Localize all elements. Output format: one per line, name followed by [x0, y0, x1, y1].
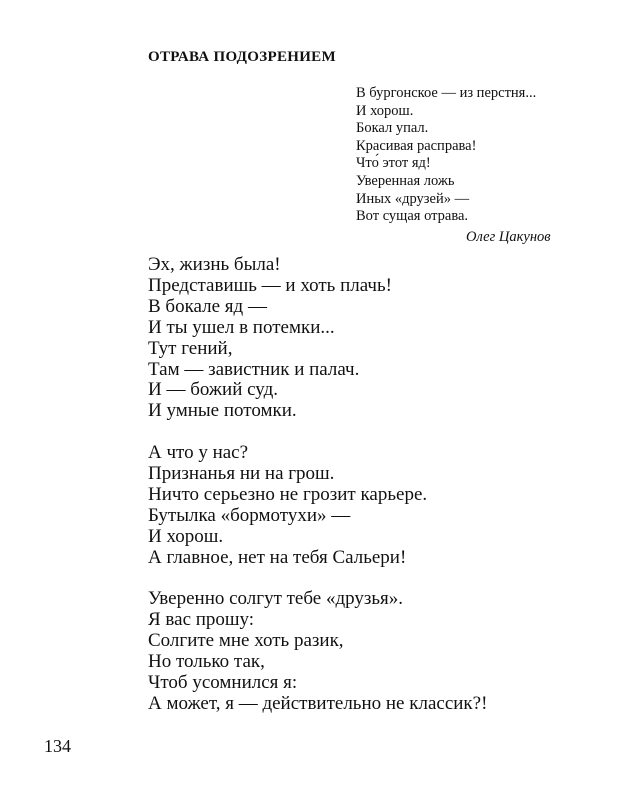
poem-line: Представишь — и хоть плачь! — [148, 274, 392, 296]
poem-line: Тут гений, — [148, 337, 233, 359]
poem-line: А главное, нет на тебя Сальери! — [148, 546, 407, 568]
poem-line: В бокале яд — — [148, 295, 267, 317]
poem-line: Чтоб усомнился я: — [148, 672, 298, 694]
stanza-2 — [148, 443, 487, 568]
poem-line: Эх, жизнь была! — [148, 254, 281, 275]
poem-line: Я вас прошу: — [148, 609, 255, 631]
stanza-1 — [148, 255, 487, 422]
epigraph-line: Иных «друзей» — — [356, 190, 470, 207]
poem-line: Но только так, — [148, 651, 265, 673]
epigraph-line: Красивая расправа! — [356, 137, 477, 154]
poem-body — [148, 255, 487, 715]
poem-line: Там — завистник и палач. — [148, 358, 360, 380]
stanza-3 — [148, 589, 487, 714]
epigraph-line: В бургонское — из перстня... — [356, 85, 537, 101]
poem-line: И умные потомки. — [148, 400, 297, 422]
poem-line: Уверенно солгут тебе «друзья». — [148, 588, 404, 610]
poem-line: Ничто серьезно не грозит карьере. — [148, 483, 428, 505]
poem-line: И хорош. — [148, 525, 224, 547]
poem-line: А может, я — действительно не классик?! — [148, 693, 488, 714]
page-number: 134 — [44, 736, 71, 756]
poem-line: Солгите мне хоть разик, — [148, 630, 344, 652]
epigraph-line: Уверенная ложь — [356, 172, 455, 189]
epigraph-line: Бокал упал. — [356, 120, 429, 137]
poem-line: А что у нас? — [148, 442, 249, 464]
poem-title: ОТРАВА ПОДОЗРЕНИЕМ — [148, 49, 336, 65]
epigraph — [356, 85, 536, 226]
epigraph-author: Олег Цакунов — [466, 229, 551, 245]
poem-line: Признанья ни на грош. — [148, 463, 335, 485]
epigraph-line: Что́ этот яд! — [356, 155, 431, 172]
poem-line: Бутылка «бормотухи» — — [148, 504, 351, 526]
epigraph-line: И хорош. — [356, 102, 414, 119]
epigraph-line: Вот сущая отрава. — [356, 208, 469, 225]
poem-line: И — божий суд. — [148, 379, 279, 401]
poem-line: И ты ушел в потемки... — [148, 316, 335, 338]
